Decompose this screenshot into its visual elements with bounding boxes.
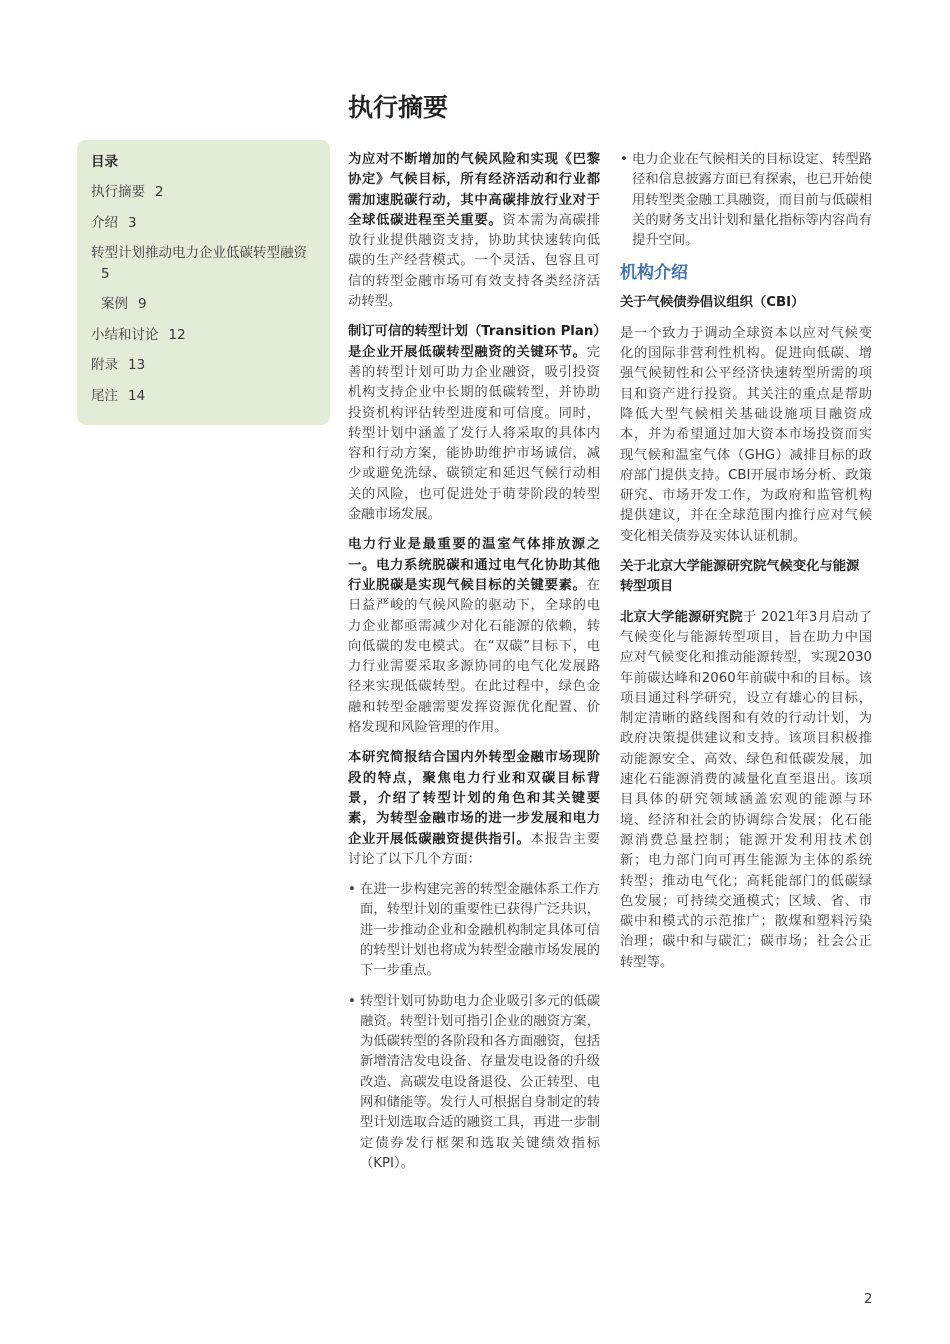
paragraph-body: 本报告主要讨论了以下几个方面： (348, 831, 601, 867)
paragraph-lead: 北京大学能源研究院 (620, 609, 743, 625)
paragraph (348, 150, 600, 312)
subsection-title-pku: 关于北京大学能源研究院气候变化与能源转型项目 (620, 559, 860, 595)
toc-item-label: 案例 (101, 296, 128, 312)
paragraph-lead: 为应对不断增加的气候风险和实现《巴黎协定》气候目标，所有经济活动和行业都需加速脱碳行动，其中高碳排放行业对于全球低碳进程至关重要。 (348, 152, 600, 228)
page-title: 执行摘要 (348, 93, 449, 122)
bullet-item: • 在进一步构建完善的转型金融体系工作方面，转型计划的重要性已获得广泛共识，进一步推动企业和金融机构制定具体可信的转型计划也将成为转型金融市场发展的下一步重点。 (348, 880, 600, 981)
toc-item-page: 13 (128, 357, 146, 373)
toc-item-label: 执行摘要 (91, 184, 145, 200)
toc-item-page: 2 (155, 184, 164, 200)
toc-item-label: 尾注 (91, 387, 118, 404)
right-column (620, 150, 872, 983)
bullet-item: • 电力企业在气候相关的目标设定、转型路径和信息披露方面已有探索，也已开始使用转型类金融工具融资，而目前与低碳相关的财务支出计划和量化指标等内容尚有提升空间。 (620, 150, 872, 251)
paragraph-body: 于 2021年3月启动了气候变化与能源转型项目，旨在助力中国应对气候变化和推动能源转型，实现2030年前碳达峰和2060年前碳中和的目标。该项目通过科学研究，设立有雄心的目标，制定清晰的路线图和有效的行动计划，为政府决策提供建议和支持。该项目积极推动能源安全、高效、绿色和低碳发展，加速化石能源消费的减量化直至退出。该项目具体的研究领域涵盖宏观的能源与环境、经济和社会的协调综合发展；化石能源消费总量控制；能源开发利用技术创新；电力部门向可再生能源为主体的系统转型；推动电气化；高耗能部门的低碳绿色发展；可持续交通模式；区域、省、市碳中和模式的示范推广；散煤和塑料污染治理；碳中和与碳汇；碳市场；社会公正转型等。 (620, 609, 872, 970)
paragraph-lead: 电力行业是最重要的温室气体排放源之一。电力系统脱碳和通过电气化协助其他行业脱碳是实现气候目标的关键要素。 (348, 537, 600, 593)
middle-column (348, 150, 600, 1184)
toc-item-executive-summary[interactable] (91, 182, 316, 203)
subsection-title-cbi: 关于气候债券倡议组织（CBI） (620, 295, 805, 311)
toc-item-page: 3 (128, 214, 137, 231)
paragraph-cbi: 是一个致力于调动全球资本以应对气候变化的国际非营利性机构。促进向低碳、增强气候韧性和公平经济快速转型所需的项目和资产进行投资。其关注的重点是帮助降低大型气候相关基础设施项目融资成本，并为希望通过加大资本市场投资而实现气候和温室气体（GHG）减排目标的政府部门提供支持。CBI开展市场分析、政策研究、市场开发工作，为政府和监管机构提供建议，并在全球范围内推行应对气候变化相关债券及实体认证机制。 (620, 325, 872, 544)
toc-item-page: 14 (128, 387, 146, 404)
toc-item-label: 转型计划推动电力企业低碳转型融资 (91, 245, 307, 261)
toc-item-introduction[interactable] (91, 213, 316, 234)
paragraph (348, 748, 600, 870)
toc-item-conclusion[interactable] (91, 325, 316, 346)
table-of-contents (77, 140, 330, 425)
toc-item-page: 9 (138, 296, 147, 312)
paragraph-lead: 本研究简报结合国内外转型金融市场现阶段的特点，聚焦电力行业和双碳目标背景，介绍了转型计划的角色和其关键要素，为转型金融市场的进一步发展和电力企业开展低碳融资提供指引。 (348, 750, 600, 847)
toc-item-cases[interactable] (91, 294, 316, 315)
toc-item-label: 小结和讨论 (91, 326, 159, 343)
toc-item-endnotes[interactable] (91, 386, 316, 407)
paragraph-body: 完善的转型计划可助力企业融资，吸引投资机构支持企业中长期的低碳转型，并协助投资机构评估转型进度和可信度。同时，转型计划中涵盖了发行人将采取的具体内容和行动方案，能协助维护市场诚信，减少或避免洗绿、碳锁定和延迟气候行动相关的风险，也可促进处于萌芽阶段的转型金融市场发展。 (348, 344, 600, 523)
page-number: 2 (864, 1292, 873, 1307)
paragraph-lead: 制订可信的转型计划（Transition Plan）是企业开展低碳转型融资的关键环节。 (348, 324, 600, 360)
toc-item-label: 介绍 (91, 214, 118, 231)
bullet-item: • 转型计划可协助电力企业吸引多元的低碳融资。转型计划可指引企业的融资方案，为低碳转型的各阶段和各方面融资，包括新增清洁发电设备、存量发电设备的升级改造、高碳发电设备退役、公正转型、电网和储能等。发行人可根据自身制定的转型计划选取合适的融资工具，再进一步制定债券发行框架和选取关键绩效指标（KPI）。 (348, 992, 600, 1175)
paragraph (348, 535, 600, 738)
toc-item-appendix[interactable] (91, 355, 316, 376)
toc-item-label: 附录 (91, 357, 118, 373)
paragraph-body: 在日益严峻的气候风险的驱动下，全球的电力企业都亟需减少对化石能源的依赖，转向低碳的发电模式。在“双碳”目标下，电力行业需要采取多源协同的电气化发展路径来实现低碳转型。在此过程中，绿色金融和转型金融需要发挥资源优化配置、价格发现和风险管理的作用。 (348, 577, 600, 736)
toc-item-page: 12 (168, 326, 186, 343)
paragraph (348, 322, 600, 525)
toc-item-transition-plan[interactable] (91, 243, 316, 284)
toc-title: 目录 (91, 154, 118, 170)
section-title: 机构介绍 (620, 263, 688, 284)
toc-item-page: 5 (101, 265, 110, 282)
paragraph-pku (620, 608, 872, 973)
paragraph-body: 资本需为高碳排放行业提供融资支持，协助其快速转向低碳的生产经营模式。一个灵活、包容且可信的转型金融市场可有效支持各类经济活动转型。 (348, 212, 601, 310)
